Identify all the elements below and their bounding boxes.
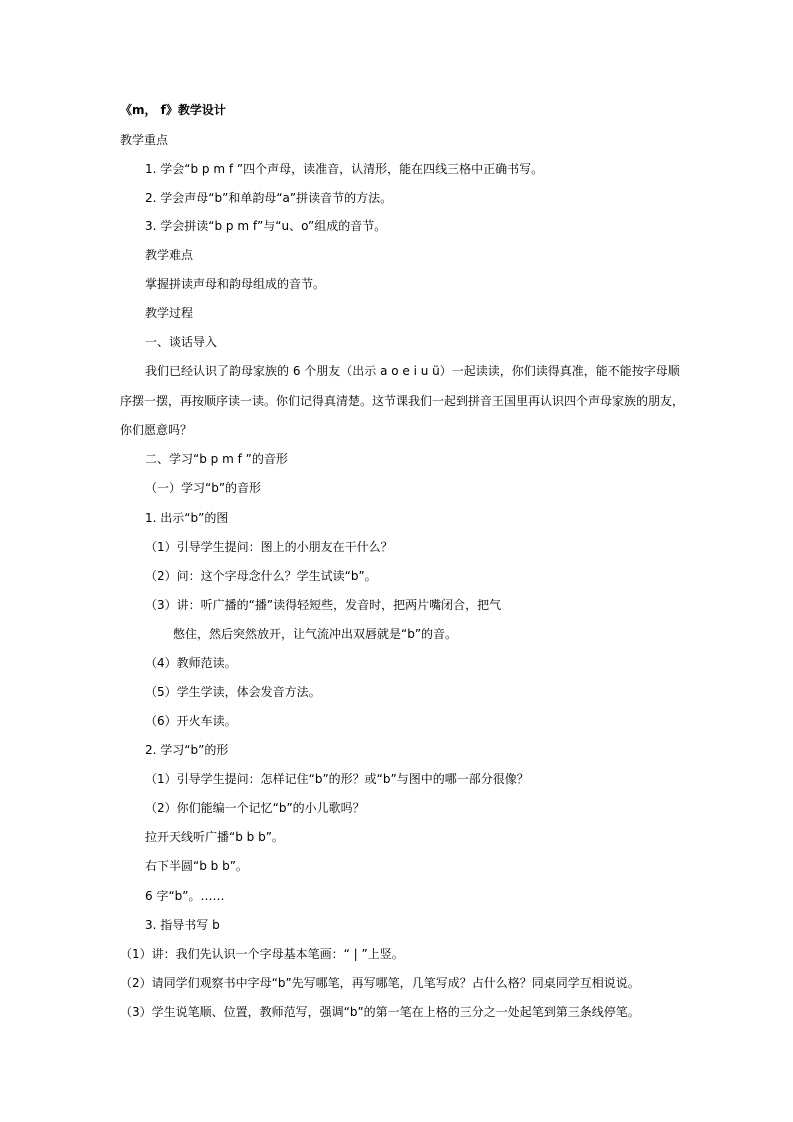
- item-3-step-2: （2）请同学们观察书中字母“b”先写哪笔，再写哪笔，几笔写成？占什么格？同桌同学互相说说。: [120, 976, 640, 990]
- item-1-step-4: （4）教师范读。: [145, 656, 237, 670]
- item-2-rhyme-3: 6 字“b”。……: [145, 889, 225, 903]
- section-heading-process: 教学过程: [145, 306, 194, 320]
- document-title: 《m， f》教学设计: [120, 103, 226, 117]
- item-2-step-1: （1）引导学生提问：怎样记住“b”的形？或“b”与图中的哪一部分很像？: [145, 772, 529, 786]
- item-1-heading: 1. 出示“b”的图: [145, 511, 229, 525]
- item-3-step-1: （1）讲：我们先认识一个字母基本笔画：“ | ”上竖。: [120, 947, 404, 961]
- item-3-heading: 3. 指导书写 b: [145, 918, 220, 932]
- item-1-step-5: （5）学生学读，体会发音方法。: [145, 685, 321, 699]
- item-2-heading: 2. 学习“b”的形: [145, 743, 229, 757]
- item-2-rhyme-2: 右下半圆“b b b”。: [145, 859, 248, 873]
- part-one-paragraph-line-2: 序摆一摆，再按顺序读一读。你们记得真清楚。这节课我们一起到拼音王国里再认识四个声母家族的朋友，: [120, 394, 685, 408]
- item-2-step-2: （2）你们能编一个记忆“b”的小儿歌吗？: [145, 801, 365, 815]
- item-2-rhyme-1: 拉开天线听广播“b b b”。: [145, 830, 284, 844]
- part-one-paragraph-line-1: 我们已经认识了韵母家族的 6 个朋友（出示 a o e i u ü）一起读读，你们读得真准，能不能按字母顺: [145, 364, 680, 378]
- section-heading-difficulty: 教学难点: [145, 248, 194, 262]
- difficulty-text: 掌握拼读声母和韵母组成的音节。: [145, 277, 326, 291]
- item-1-step-3: （3）讲：听广播的“播”读得轻短些，发音时，把两片嘴闭合，把气: [145, 598, 502, 612]
- section-heading-key-points: 教学重点: [120, 133, 169, 147]
- part-one-paragraph-line-3: 你们愿意吗？: [120, 423, 193, 437]
- part-two-heading: 二、学习“b p m f ”的音形: [145, 452, 288, 466]
- item-1-step-2: （2）问：这个字母念什么？学生试读“b”。: [145, 569, 377, 583]
- key-point-3: 3. 学会拼读“b p m f”与“u、o”组成的音节。: [145, 219, 387, 233]
- item-1-step-1: （1）引导学生提问：图上的小朋友在干什么？: [145, 540, 393, 554]
- part-one-heading: 一、谈话导入: [145, 335, 218, 349]
- item-1-step-3-continued: 憋住，然后突然放开，让气流冲出双唇就是“b”的音。: [173, 627, 458, 641]
- key-point-1: 1. 学会“b p m f ”四个声母，读准音，认清形，能在四线三格中正确书写。: [145, 162, 544, 176]
- key-point-2: 2. 学会声母“b”和单韵母“a”拼读音节的方法。: [145, 191, 393, 205]
- sub-one-heading: （一）学习“b”的音形: [145, 481, 262, 495]
- item-3-step-3: （3）学生说笔顺、位置，教师范写，强调“b”的第一笔在上格的三分之一处起笔到第三条线停笔。: [120, 1005, 640, 1019]
- item-1-step-6: （6）开火车读。: [145, 714, 237, 728]
